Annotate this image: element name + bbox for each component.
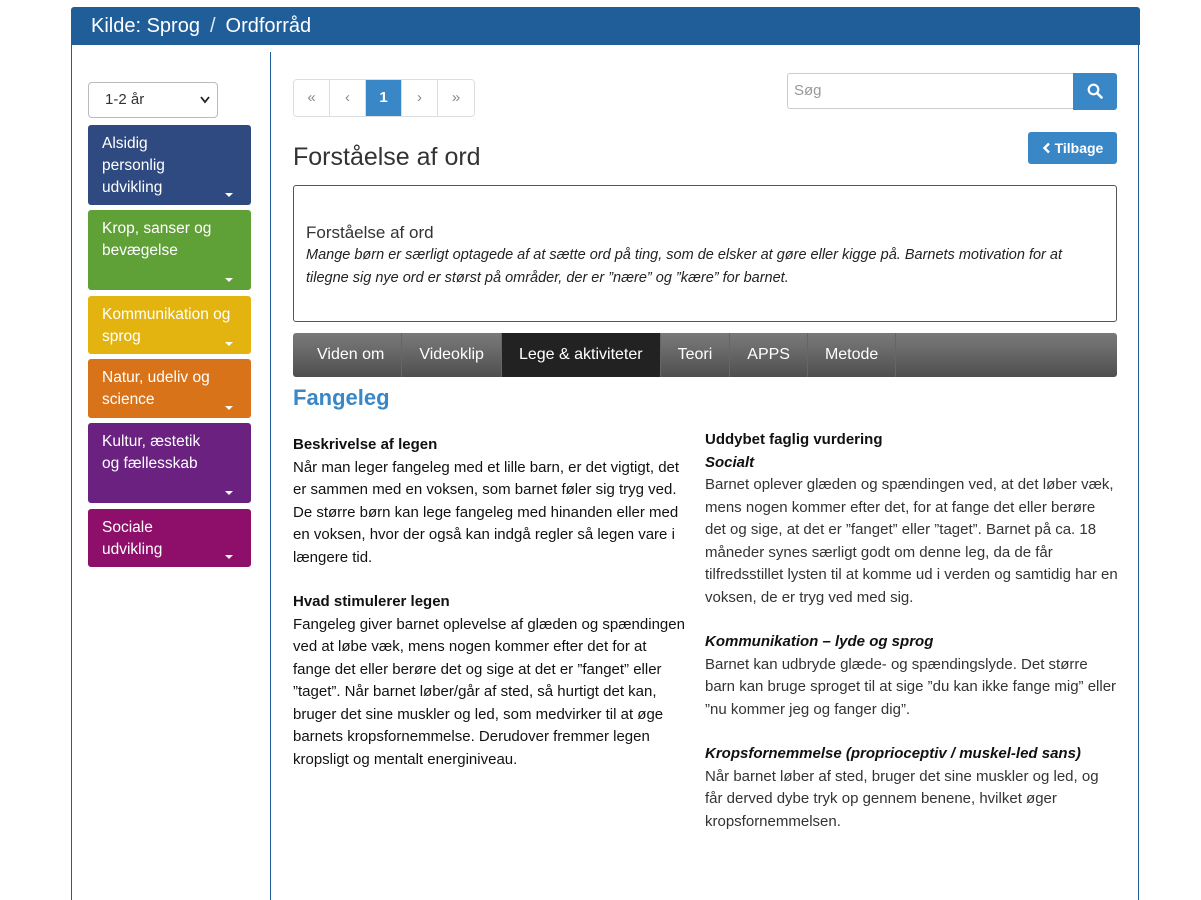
category-alsidig-personlig-udvikling[interactable] xyxy=(88,125,251,205)
caret-down-icon xyxy=(225,278,233,282)
pager-last-button[interactable]: » xyxy=(438,80,474,116)
caret-down-icon xyxy=(225,555,233,559)
chevron-left-icon xyxy=(1042,142,1051,154)
right-column xyxy=(705,429,1120,833)
pager-page-1[interactable]: 1 xyxy=(366,80,402,116)
heading-stimulerer: Hvad stimulerer legen xyxy=(293,593,450,610)
frame-border-left xyxy=(71,45,72,900)
paragraph-stimulerer: Fangeleg giver barnet oplevelse af glæden og spændingen ved at løbe væk, mens nogen kommer efter det for at fange det eller berøre det og sige at det er ”fanget” eller ”taget”. Når barnet løber/går af sted, så hurtigt det kan, bruger det sine muskler og led, som medvirker til at øge barnets kropsfornemmelse. Derudover fremmer legen kropsligt og mentalt energiniveau. xyxy=(293,615,685,768)
category-label: Krop, sanser og bevægelse xyxy=(102,220,212,259)
tab-teori[interactable]: Teori xyxy=(661,333,731,377)
paragraph-kropsfornemmelse: Når barnet løber af sted, bruger det sine muskler og led, og får derved dybe tryk op gennem benene, hvilket øger kropsfornemmelsen. xyxy=(705,767,1099,830)
category-krop-sanser-bevaegelse[interactable] xyxy=(88,210,251,290)
subheading-kropsfornemmelse: Kropsfornemmelse (proprioceptiv / muskel-led sans) xyxy=(705,745,1081,762)
caret-down-icon xyxy=(225,342,233,346)
paragraph-kommunikation: Barnet kan udbryde glæde- og spændingslyde. Det større barn kan bruge sproget til at sige ”du kan ikke fange mig” eller ”nu kommer jeg og fanger dig”. xyxy=(705,655,1117,718)
search-input[interactable]: Søg xyxy=(787,73,1074,109)
search-button[interactable] xyxy=(1073,73,1117,110)
chevron-down-icon xyxy=(199,83,211,131)
caret-down-icon xyxy=(225,491,233,495)
category-label: Kommunikation og sprog xyxy=(102,306,231,345)
caret-down-icon xyxy=(225,193,233,197)
pager-next-button[interactable]: › xyxy=(402,80,438,116)
pager-first-button[interactable]: « xyxy=(294,80,330,116)
back-button[interactable] xyxy=(1028,132,1117,164)
tab-lege-aktiviteter[interactable]: Lege & aktiviteter xyxy=(502,333,661,377)
paragraph-socialt: Barnet oplever glæden og spændingen ved, at det løber væk, mens nogen kommer efter det, for at fange det eller berøre det og sige, at det er ”fanget” eller ”taget”. Barnet på ca. 18 måneder synes særligt godt om denne leg, da de får tilfredsstillet lysten til at komme ud i verden og samtidig har en voksen, de er tryg ved med sig. xyxy=(705,476,1118,606)
description-text: Mange børn er særligt optagede af at sætte ord på ting, som de elsker at gøre eller kigge på. Barnets motivation for at tilegne sig nye ord er størst på områder, der er ”nære” og ”kære” for barnet. xyxy=(306,247,1062,286)
pager-prev-button[interactable]: ‹ xyxy=(330,80,366,116)
category-natur-udeliv-science[interactable] xyxy=(88,359,251,418)
category-label: Sociale udvikling xyxy=(102,519,163,558)
frame-border-right xyxy=(1138,45,1139,900)
back-button-label: Tilbage xyxy=(1054,140,1104,156)
category-kultur-aestetik-faellesskab[interactable] xyxy=(88,423,251,503)
paragraph-beskrivelse: Når man leger fangeleg med et lille barn, er det vigtigt, det er sammen med en voksen, som barnet føler sig tryg ved. De større børn kan lege fangeleg med hinanden eller med en voksen, hvor der også kan indgå regler så legen vare i længere tid. xyxy=(293,458,680,566)
heading-faglig-vurdering: Uddybet faglig vurdering xyxy=(705,431,883,448)
category-label: Alsidig personlig udvikling xyxy=(102,135,165,196)
tab-viden-om[interactable]: Viden om xyxy=(293,333,402,377)
left-column xyxy=(293,434,688,771)
content-tabs xyxy=(293,333,1117,377)
heading-beskrivelse: Beskrivelse af legen xyxy=(293,436,438,453)
page-title: Forståelse af ord xyxy=(293,143,481,171)
tab-videoklip[interactable]: Videoklip xyxy=(402,333,502,377)
page-header xyxy=(71,7,1140,45)
breadcrumb-source[interactable]: Kilde: Sprog xyxy=(91,15,200,37)
breadcrumb-separator: / xyxy=(209,15,216,37)
sidebar-divider xyxy=(270,52,271,900)
category-label: Kultur, æstetik og fællesskab xyxy=(102,433,201,472)
breadcrumb-current: Ordforråd xyxy=(225,15,312,37)
category-kommunikation-og-sprog[interactable] xyxy=(88,296,251,354)
section-title: Fangeleg xyxy=(293,385,390,410)
age-select[interactable] xyxy=(88,82,218,118)
subheading-kommunikation: Kommunikation – lyde og sprog xyxy=(705,633,934,650)
tab-metode[interactable]: Metode xyxy=(808,333,896,377)
tab-apps[interactable]: APPS xyxy=(730,333,808,377)
category-sociale-udvikling[interactable] xyxy=(88,509,251,567)
age-select-value: 1-2 år xyxy=(105,91,145,108)
description-title: Forståelse af ord xyxy=(306,223,434,242)
description-box xyxy=(293,185,1117,322)
pagination xyxy=(293,79,475,117)
breadcrumb xyxy=(91,7,311,45)
category-label: Natur, udeliv og science xyxy=(102,369,210,408)
subheading-socialt: Socialt xyxy=(705,453,755,471)
search-icon xyxy=(1087,83,1103,99)
caret-down-icon xyxy=(225,406,233,410)
